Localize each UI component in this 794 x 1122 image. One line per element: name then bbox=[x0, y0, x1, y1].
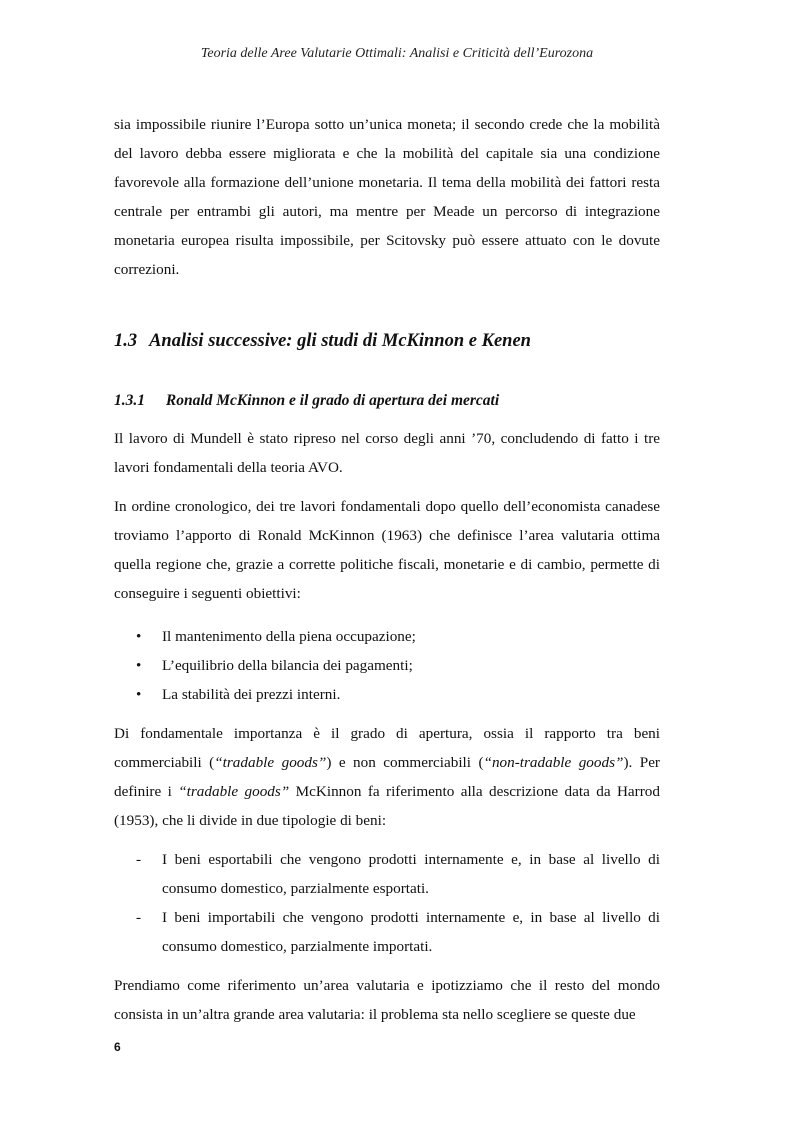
paragraph-mckinnon: In ordine cronologico, dei tre lavori fondamentali dopo quello dell’economista canadese troviamo l’apporto di Ronald McKinnon (1963) che definisce l’area valutaria ottima quella regione che, grazie a corrette politiche fiscali, monetarie e di cambio, permette di conseguire i seguenti obiettivi: bbox=[114, 498, 660, 602]
term-non-tradable: “non-tradable goods” bbox=[483, 754, 624, 771]
list-item bbox=[114, 903, 660, 961]
text-run: ). Per definire i bbox=[114, 754, 660, 800]
list-item-text: L’equilibrio della bilancia dei pagamenti; bbox=[162, 657, 413, 674]
paragraph-currency-area: Prendiamo come riferimento un’area valutaria e ipotizziamo che il resto del mondo consista in un’altra grande area valutaria: il problema sta nello scegliere se queste due bbox=[114, 977, 660, 1023]
text-run: McKinnon fa riferimento alla descrizione data da Harrod (1953), che li divide in due tipologie di beni: bbox=[114, 783, 660, 829]
list-item bbox=[114, 622, 660, 651]
text-run: ) e non commerciabili ( bbox=[326, 754, 484, 771]
term-tradable: “tradable goods” bbox=[178, 783, 290, 800]
list-item-text: I beni importabili che vengono prodotti internamente e, in base al livello di consumo domestico, parzialmente importati. bbox=[162, 909, 660, 955]
list-item bbox=[114, 680, 660, 709]
paragraph-continuation: sia impossibile riunire l’Europa sotto un’unica moneta; il secondo crede che la mobilità del lavoro debba essere migliorata e che la mobilità del capitale sia una condizione favorevole alla formazione dell’unione monetaria. Il tema della mobilità dei fattori resta centrale per entrambi gli autori, ma mentre per Meade un percorso di integrazione monetaria europea risulta impossibile, per Scitovsky può essere attuato con le dovute correzioni. bbox=[114, 116, 660, 278]
paragraph-openness bbox=[114, 719, 660, 835]
bullet-icon: • bbox=[136, 628, 142, 645]
section-heading bbox=[114, 328, 660, 354]
subsection-heading bbox=[114, 390, 660, 412]
text-run: Di fondamentale importanza è il grado di apertura, ossia il rapporto tra beni commerciabili ( bbox=[114, 725, 660, 771]
page-number: 6 bbox=[114, 1040, 121, 1054]
paragraph-mundell: Il lavoro di Mundell è stato ripreso nel corso degli anni ’70, concludendo di fatto i tre lavori fondamentali della teoria AVO. bbox=[114, 430, 660, 476]
goods-types-list bbox=[114, 845, 660, 961]
list-item bbox=[114, 845, 660, 903]
objectives-list bbox=[114, 622, 660, 709]
subsection-number: 1.3.1 bbox=[114, 392, 145, 409]
term-tradable: “tradable goods” bbox=[214, 754, 327, 771]
bullet-icon: • bbox=[136, 657, 142, 674]
list-item-text: La stabilità dei prezzi interni. bbox=[162, 686, 341, 703]
list-item-text: Il mantenimento della piena occupazione; bbox=[162, 628, 416, 645]
section-number: 1.3 bbox=[114, 331, 138, 351]
running-header: Teoria delle Aree Valutarie Ottimali: Analisi e Criticità dell’Eurozona bbox=[200, 46, 594, 61]
subsection-title: Ronald McKinnon e il grado di apertura dei mercati bbox=[165, 392, 500, 409]
section-title: Analisi successive: gli studi di McKinnon e Kenen bbox=[149, 331, 531, 351]
dash-icon: - bbox=[136, 909, 142, 926]
list-item-text: I beni esportabili che vengono prodotti internamente e, in base al livello di consumo domestico, parzialmente esportati. bbox=[162, 851, 660, 897]
dash-icon: - bbox=[136, 851, 142, 868]
bullet-icon: • bbox=[136, 686, 142, 703]
page-body bbox=[114, 110, 660, 1029]
list-item bbox=[114, 651, 660, 680]
